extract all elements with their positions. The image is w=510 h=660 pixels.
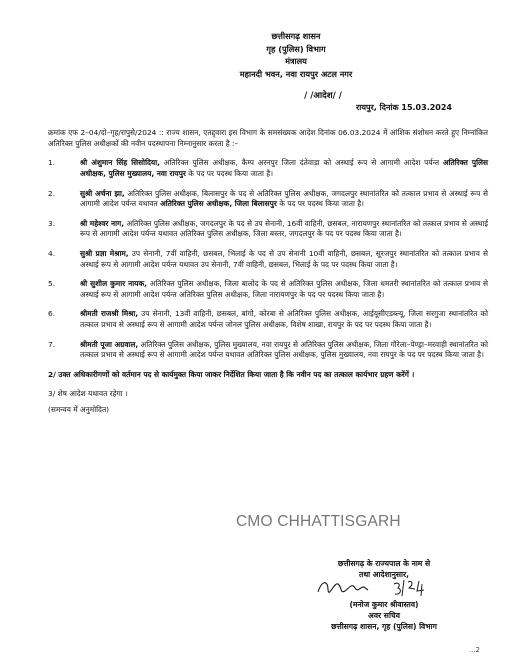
item-number: 1.: [48, 158, 56, 168]
page-number: ...2: [468, 646, 480, 655]
item-number: 5.: [48, 279, 56, 289]
item-text: उप सेनानी, 13वीं वाहिनी, छसबल, बांगो, कोरबा से अतिरिक्त पुलिस अधीक्षक, आईयूसीएडब्ल्यू, जिला सरगुजा स्थानांतरित को तत्काल प्रभाव से अस्थाई रूप से आगामी आदेश पर्यन्त जोनल पुलिस अधीक्षक, विशेष शाखा, रायपुर के पद पर पदस्थ किया जाता है।: [80, 309, 488, 329]
item-text: अतिरिक्त पुलिस अधीक्षक, बिलासपुर के पद से अतिरिक्त पुलिस अधीक्षक, जगदलपुर स्थानांतरित को तत्काल प्रभाव से अस्थाई रूप से आगामी आदेश पर्यन्त यथावत: [80, 188, 488, 209]
document-header: [104, 30, 488, 80]
posting-item: [48, 189, 488, 210]
item-text: अतिरिक्त पुलिस अधीक्षक, पुलिस मुख्यालय, नवा रायपुर से अतिरिक्त पुलिस अधीक्षक, जिला गौरेला–पेण्ड्रा–मरवाही स्थानांतरित को तत्काल प्रभाव से अस्थाई रूप से आगामी आदेश पर्यन्त यथावत अतिरिक्त पुलिस अधीक्षक, पुलिस मुख्यालय, नवा रायपुर के पद पर पदस्थ किया जाता है।: [80, 339, 489, 360]
posting-item: [48, 158, 488, 179]
item-text-end: के पद पर पदस्थ किया जाता है।: [276, 199, 364, 209]
posting-item: [48, 279, 488, 300]
posting-item: [48, 249, 488, 270]
authority-line-2: तथा आदेशानुसार,: [358, 570, 410, 579]
item-text: अतिरिक्त पुलिस अधीक्षक, जगदलपुर के पद से उप सेनानी, 16वीं वाहिनी, छसबल, नारायणपुर स्थानांतरित को तत्काल प्रभाव से अस्थाई रूप से आगामी आदेश पर्यन्त यथावत अतिरिक्त पुलिस अधीक्षक, जिला बस्तर, जगदलपुर के पद पर पदस्थ किया जाता है।: [80, 218, 488, 239]
posting-item: [48, 219, 488, 240]
item-number: 4.: [48, 248, 56, 258]
order-intro: क्रमांक एफ 2–04/दो–गृह/रापुसे/2024 :: राज्य शासन, एतद्द्वारा इस विभाग के समसंख्यक आदेश दिनांक 06.03.2024 में आंशिक संशोधन करते हुए निम्नांकित अतिरिक्त पुलिस अधीक्षकों की नवीन पदस्थापना निम्नानुसार करता है :–: [48, 128, 488, 148]
item-number: 3.: [48, 218, 56, 228]
item-text-end: के पद पर पदस्थ किया जाता है।: [185, 168, 273, 178]
signatory-name: (मनोज कुमार श्रीवास्तव): [349, 600, 419, 609]
handwritten-signature: [298, 574, 448, 604]
item-number: 2.: [48, 188, 56, 198]
officer-name: श्री महेश्वर नाग,: [80, 218, 125, 228]
officer-name: सुश्री प्रज्ञा मेश्राम,: [80, 248, 129, 258]
officer-name: श्री सुशील कुमार नायक,: [80, 279, 147, 289]
item-new-post: अतिरिक्त पुलिस अधीक्षक, पुलिस मुख्यालय, नवा रायपुर: [80, 158, 489, 178]
officer-name: सुश्री अर्चना झा,: [80, 188, 125, 198]
header-government: छत्तीसगढ़ शासन: [271, 31, 321, 41]
authority-line: छत्तीसगढ़ के राज्यपाल के नाम से: [337, 559, 431, 568]
item-text: अतिरिक्त पुलिस अधीक्षक, कैम्प अरनपुर जिला दंतेवाड़ा को अस्थाई रूप से आगामी आदेश पर्यन्त: [159, 158, 443, 168]
watermark: CMO CHHATTISGARH: [236, 513, 401, 530]
officer-name: श्रीमती पूजा अग्रवाल,: [80, 339, 139, 349]
approval-note: (समन्वय में अनुमोदित): [48, 404, 110, 414]
header-ministry: मंत्रालय: [285, 56, 307, 66]
signatory-designation: अवर सचिव: [368, 611, 400, 620]
item-text: उप सेनानी, 7वीं वाहिनी, छसबल, भिलाई के पद से उप सेनानी 10वीं वाहिनी, छसबल, सूरजपुर स्थानांतरित को तत्काल प्रभाव से अस्थाई रूप से आगामी आदेश पर्यन्त यथावत उप सेनानी, 7वीं वाहिनी, छसबल, भिलाई के पद पर पदस्थ किया जाता है।: [80, 248, 488, 269]
officer-name: श्रीमती राजश्री मिश्रा,: [80, 309, 139, 319]
signatory-department: छत्तीसगढ़ शासन, गृह (पुलिस) विभाग: [331, 622, 437, 631]
posting-item: [48, 309, 488, 330]
item-new-post: अतिरिक्त पुलिस अधीक्षक, जिला बिलासपुर: [160, 199, 277, 209]
item-number: 7.: [48, 339, 56, 349]
posting-item: [48, 340, 488, 361]
header-address: महानदी भवन, नवा रायपुर अटल नगर: [239, 68, 353, 79]
remaining-order-note: 3/ शेष आदेश यथावत रहेगा ।: [48, 389, 128, 399]
relieve-instruction: 2/ उक्त अधिकारीगणों को वर्तमान पद से कार्यमुक्त किया जाकर निर्देशित किया जाता है कि नवीन पद का तत्काल कार्यभार ग्रहण करेंगें ।: [48, 369, 415, 379]
item-number: 6.: [48, 309, 56, 319]
order-title: / /आदेश/ /: [304, 91, 342, 101]
item-text: अतिरिक्त पुलिस अधीक्षक, जिला बालोद के पद से अतिरिक्त पुलिस अधीक्षक, जिला धमतरी स्थानांतरित को तत्काल प्रभाव से अस्थाई रूप से आगामी आदेश पर्यन्त अतिरिक्त पुलिस अधीक्षक, जिला नारायणपुर के पद पर पदस्थ किया जाता है।: [80, 279, 488, 299]
order-date: रायपुर, दिनांक 15.03.2024: [356, 102, 452, 112]
posting-list: [48, 158, 488, 360]
officer-name: श्री अंशुमान सिंह सिसोदिया,: [80, 158, 160, 168]
header-department: गृह (पुलिस) विभाग: [266, 43, 326, 54]
